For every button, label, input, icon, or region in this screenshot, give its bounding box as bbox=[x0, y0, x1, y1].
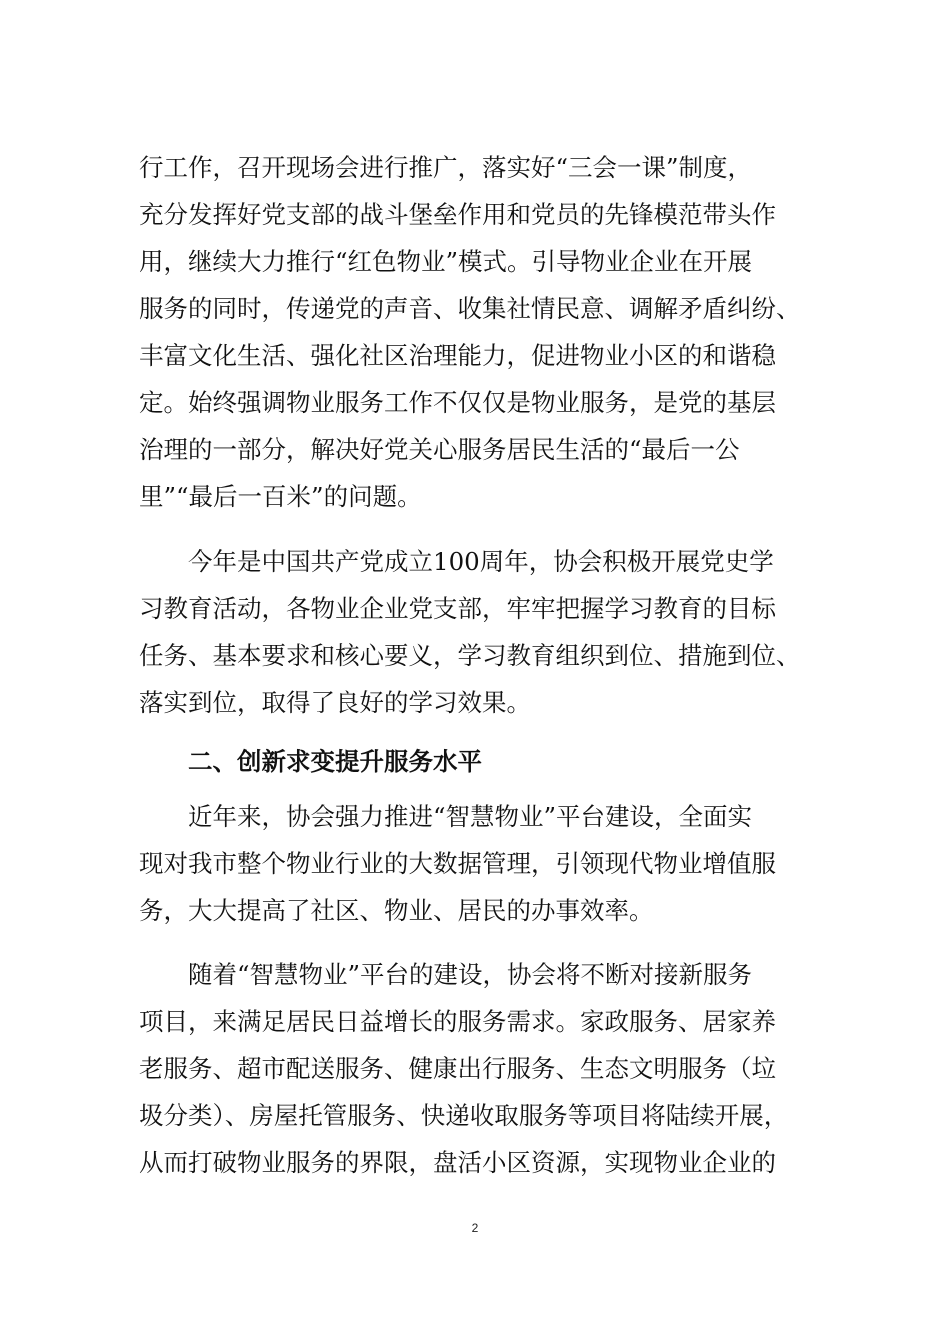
body-text-line: 丰富文化生活、强化社区治理能力，促进物业小区的和谐稳 bbox=[139, 341, 776, 370]
body-text-line: 项目，来满足居民日益增长的服务需求。家政服务、居家养 bbox=[139, 1007, 776, 1036]
body-text-line: 充分发挥好党支部的战斗堡垒作用和党员的先锋模范带头作 bbox=[139, 200, 776, 229]
body-text-line: 老服务、超市配送服务、健康出行服务、生态文明服务（垃 bbox=[139, 1054, 776, 1083]
body-text-line: 现对我市整个物业行业的大数据管理，引领现代物业增值服 bbox=[139, 849, 776, 878]
body-text-line: 习教育活动，各物业企业党支部，牢牢把握学习教育的目标 bbox=[139, 594, 776, 623]
body-text-line: 治理的一部分，解决好党关心服务居民生活的“最后一公 bbox=[139, 435, 740, 464]
body-text-line: 今年是中国共产党成立100周年，协会积极开展党史学 bbox=[139, 547, 774, 576]
body-text-line: 落实到位，取得了良好的学习效果。 bbox=[139, 688, 531, 717]
page-number: 2 bbox=[471, 1221, 479, 1235]
body-text-line: 用，继续大力推行“红色物业”模式。引导物业企业在开展 bbox=[139, 247, 753, 276]
body-text-line: 任务、基本要求和核心要义，学习教育组织到位、措施到位、 bbox=[139, 641, 801, 670]
section-heading: 二、创新求变提升服务水平 bbox=[139, 747, 482, 776]
body-text-line: 行工作，召开现场会进行推广，落实好“三会一课”制度， bbox=[139, 153, 753, 182]
body-text-line: 从而打破物业服务的界限，盘活小区资源，实现物业企业的 bbox=[139, 1148, 776, 1177]
body-text-line: 里”“最后一百米”的问题。 bbox=[139, 482, 422, 511]
body-text-line: 近年来，协会强力推进“智慧物业”平台建设，全面实 bbox=[139, 802, 753, 831]
body-text-line: 务，大大提高了社区、物业、居民的办事效率。 bbox=[139, 896, 654, 925]
body-text-line: 随着“智慧物业”平台的建设，协会将不断对接新服务 bbox=[139, 960, 753, 989]
body-text-line: 圾分类）、房屋托管服务、快递收取服务等项目将陆续开展， bbox=[139, 1101, 789, 1130]
body-text-line: 定。始终强调物业服务工作不仅仅是物业服务，是党的基层 bbox=[139, 388, 776, 417]
body-text-line: 服务的同时，传递党的声音、收集社情民意、调解矛盾纠纷、 bbox=[139, 294, 801, 323]
